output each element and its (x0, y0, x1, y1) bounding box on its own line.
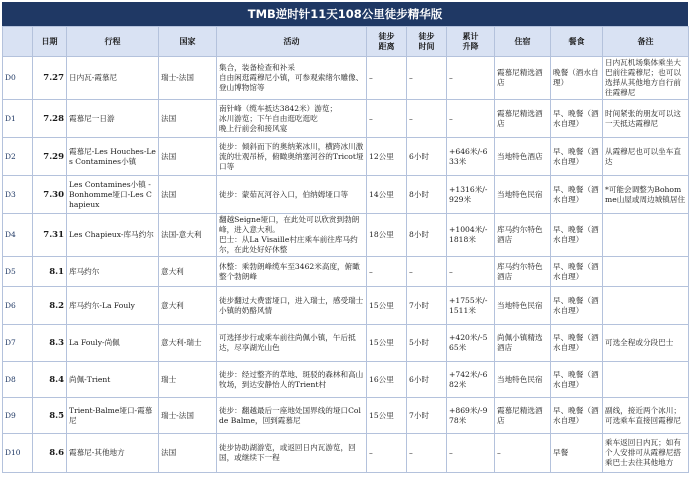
cell-notes (603, 214, 689, 257)
cell-meals: 晚餐（酒水自理） (551, 57, 603, 100)
cell-country: 意大利 (159, 257, 217, 287)
cell-notes: 时间紧张的朋友可以这一天抵达霞穆尼 (603, 100, 689, 138)
cell-time: 7小时 (407, 287, 447, 325)
cell-distance: 15公里 (367, 287, 407, 325)
cell-date: 7.31 (33, 214, 67, 257)
cell-gain: +742米/-682米 (447, 362, 495, 398)
cell-gain: +646米/-633米 (447, 138, 495, 176)
cell-distance: 15公里 (367, 325, 407, 362)
cell-distance: – (367, 434, 407, 473)
cell-distance: 12公里 (367, 138, 407, 176)
header-col-blank (3, 27, 33, 57)
cell-lodging: – (495, 434, 551, 473)
cell-distance: – (367, 100, 407, 138)
cell-lodging: 霞慕尼精选酒店 (495, 57, 551, 100)
cell-lodging: 当地特色民宿 (495, 176, 551, 214)
cell-route: 库马约尔 (67, 257, 159, 287)
cell-activity: 可选择步行或乘车前往尚佩小镇，午后抵达，尽享湖光山色 (217, 325, 367, 362)
header-col-lodging: 住宿 (495, 27, 551, 57)
itinerary-table (2, 26, 689, 473)
cell-activity: 徒步：经过整齐的草地、斑驳的森林和高山牧场，到达安静怡人的Trient村 (217, 362, 367, 398)
cell-meals: 早、晚餐（酒水自理） (551, 100, 603, 138)
cell-lodging: 当地特色酒店 (495, 138, 551, 176)
cell-gain: +869米/-978米 (447, 398, 495, 434)
cell-time: 8小时 (407, 176, 447, 214)
cell-day: D8 (3, 362, 33, 398)
cell-lodging: 霞慕尼精选酒店 (495, 100, 551, 138)
cell-time: 7小时 (407, 398, 447, 434)
cell-gain: – (447, 100, 495, 138)
cell-notes: *可能会调整为Bohomme山屋或周边城镇居住 (603, 176, 689, 214)
cell-country: 法国 (159, 176, 217, 214)
cell-gain: +1316米/-929米 (447, 176, 495, 214)
table-row (3, 214, 689, 257)
cell-notes: 副线，接近两个冰川；可选乘车直接回霞穆尼 (603, 398, 689, 434)
table-row (3, 100, 689, 138)
table-body (3, 57, 689, 473)
cell-gain: – (447, 434, 495, 473)
cell-date: 8.5 (33, 398, 67, 434)
cell-lodging: 当地特色民宿 (495, 362, 551, 398)
cell-day: D4 (3, 214, 33, 257)
cell-activity: 徒步协助湖游览，或返回日内瓦游览，回国，或继续下一程 (217, 434, 367, 473)
cell-day: D5 (3, 257, 33, 287)
cell-country: 瑞士-法国 (159, 398, 217, 434)
cell-day: D6 (3, 287, 33, 325)
cell-activity: 徒步：翻越最后一座地处国界线的垭口Col de Balme，回到霞慕尼 (217, 398, 367, 434)
cell-notes (603, 362, 689, 398)
cell-activity: 休整：乘勃朗峰缆车至3462米高度，俯瞰整个勃朗峰 (217, 257, 367, 287)
cell-meals: 早、晚餐（酒水自理） (551, 362, 603, 398)
cell-day: D2 (3, 138, 33, 176)
cell-gain: – (447, 57, 495, 100)
cell-gain: +420米/-565米 (447, 325, 495, 362)
cell-meals: 早、晚餐（酒水自理） (551, 257, 603, 287)
cell-distance: – (367, 257, 407, 287)
cell-notes: 乘车返回日内瓦；如有个人安排可从霞穆尼搭乘巴士去往其他地方 (603, 434, 689, 473)
table-row (3, 176, 689, 214)
cell-gain: +1755米/-1511米 (447, 287, 495, 325)
cell-activity: 徒步：蒙茹瓦河谷入口，伯纳姆垭口等 (217, 176, 367, 214)
cell-country: 法国-意大利 (159, 214, 217, 257)
header-col-country: 国家 (159, 27, 217, 57)
cell-distance: 14公里 (367, 176, 407, 214)
cell-time: 6小时 (407, 362, 447, 398)
header-col-notes: 备注 (603, 27, 689, 57)
cell-date: 8.6 (33, 434, 67, 473)
cell-meals: 早、晚餐（酒水自理） (551, 398, 603, 434)
cell-country: 瑞士-法国 (159, 57, 217, 100)
cell-lodging: 尚佩小镇精选酒店 (495, 325, 551, 362)
cell-activity: 徒步：倾斜而下的奥纳莱冰川，横跨冰川激流的壮观吊桥，俯瞰奥纳塞河谷的Tricot垭口等 (217, 138, 367, 176)
cell-day: D9 (3, 398, 33, 434)
cell-meals: 早、晚餐（酒水自理） (551, 176, 603, 214)
cell-route: 霞慕尼-Les Houches-Les Contamines小镇 (67, 138, 159, 176)
cell-activity: 南针峰（缆车抵达3842米）游览； 冰川游览；下午自由逛吃逛吃 晚上行前会和接风宴 (217, 100, 367, 138)
cell-route: La Fouly-尚佩 (67, 325, 159, 362)
cell-route: 日内瓦-霞慕尼 (67, 57, 159, 100)
cell-route: Les Contamines小镇 -Bonhomme垭口-Les Chapieux (67, 176, 159, 214)
header-col-time: 徒步 时间 (407, 27, 447, 57)
itinerary-sheet (2, 2, 688, 473)
header-col-date: 日期 (33, 27, 67, 57)
cell-notes: 日内瓦机场集体乘坐大巴前往霞穆尼；也可以选择从其他地方自行前往霞穆尼 (603, 57, 689, 100)
cell-date: 8.4 (33, 362, 67, 398)
cell-day: D10 (3, 434, 33, 473)
cell-gain: – (447, 257, 495, 287)
cell-activity: 徒步翻过大费雷垭口，进入瑞士，感受瑞士小镇的奶酪风情 (217, 287, 367, 325)
cell-lodging: 当地特色民宿 (495, 287, 551, 325)
cell-date: 7.30 (33, 176, 67, 214)
cell-route: 库马约尔-La Fouly (67, 287, 159, 325)
cell-route: 尚佩-Trient (67, 362, 159, 398)
cell-country: 法国 (159, 138, 217, 176)
table-row (3, 398, 689, 434)
table-row (3, 325, 689, 362)
cell-time: 6小时 (407, 138, 447, 176)
cell-meals: 早、晚餐（酒水自理） (551, 287, 603, 325)
cell-country: 法国 (159, 100, 217, 138)
cell-distance: 16公里 (367, 362, 407, 398)
cell-date: 7.29 (33, 138, 67, 176)
cell-notes: 从霞穆尼也可以坐车直达 (603, 138, 689, 176)
cell-country: 意大利 (159, 287, 217, 325)
cell-meals: 早、晚餐（酒水自理） (551, 138, 603, 176)
cell-time: – (407, 257, 447, 287)
cell-lodging: 库马约尔特色酒店 (495, 257, 551, 287)
cell-time: 5小时 (407, 325, 447, 362)
cell-country: 瑞士 (159, 362, 217, 398)
cell-date: 8.1 (33, 257, 67, 287)
cell-date: 7.27 (33, 57, 67, 100)
table-row (3, 287, 689, 325)
cell-route: 霞慕尼-其他地方 (67, 434, 159, 473)
cell-notes (603, 287, 689, 325)
cell-time: 8小时 (407, 214, 447, 257)
cell-day: D0 (3, 57, 33, 100)
table-row (3, 138, 689, 176)
cell-route: Les Chapieux-库马约尔 (67, 214, 159, 257)
cell-country: 法国 (159, 434, 217, 473)
header-col-gain: 累计 升降 (447, 27, 495, 57)
header-col-activity: 活动 (217, 27, 367, 57)
table-row (3, 57, 689, 100)
cell-distance: – (367, 57, 407, 100)
header-col-route: 行程 (67, 27, 159, 57)
cell-date: 8.2 (33, 287, 67, 325)
table-row (3, 257, 689, 287)
cell-day: D3 (3, 176, 33, 214)
cell-meals: 早、晚餐（酒水自理） (551, 214, 603, 257)
table-row (3, 434, 689, 473)
cell-distance: 18公里 (367, 214, 407, 257)
table-row (3, 362, 689, 398)
cell-notes (603, 257, 689, 287)
cell-activity: 翻越Seigne垭口，在此处可以欣赏到勃朗峰，进入意大利。 巴士：从La Visaille村庄乘车前往库马约尔，在此处好好休整 (217, 214, 367, 257)
cell-time: – (407, 57, 447, 100)
cell-gain: +1004米/-1818米 (447, 214, 495, 257)
cell-time: – (407, 434, 447, 473)
cell-lodging: 库马约尔特色酒店 (495, 214, 551, 257)
cell-meals: 早、晚餐（酒水自理） (551, 325, 603, 362)
cell-distance: 15公里 (367, 398, 407, 434)
cell-activity: 集合，装备检查和补采 自由闲逛霞穆尼小镇，可参观索绪尔雕像、登山博物馆等 (217, 57, 367, 100)
cell-country: 意大利-瑞士 (159, 325, 217, 362)
cell-date: 8.3 (33, 325, 67, 362)
cell-notes: 可选全程或分段巴士 (603, 325, 689, 362)
cell-route: 霞慕尼一日游 (67, 100, 159, 138)
header-col-meals: 餐食 (551, 27, 603, 57)
cell-lodging: 霞慕尼精选酒店 (495, 398, 551, 434)
cell-route: Trient-Balme垭口-霞慕尼 (67, 398, 159, 434)
cell-meals: 早餐 (551, 434, 603, 473)
header-col-distance: 徒步 距离 (367, 27, 407, 57)
header-row (3, 27, 689, 57)
cell-time: – (407, 100, 447, 138)
sheet-title: TMB逆时针11天108公里徒步精华版 (2, 2, 688, 26)
cell-date: 7.28 (33, 100, 67, 138)
cell-day: D7 (3, 325, 33, 362)
cell-day: D1 (3, 100, 33, 138)
